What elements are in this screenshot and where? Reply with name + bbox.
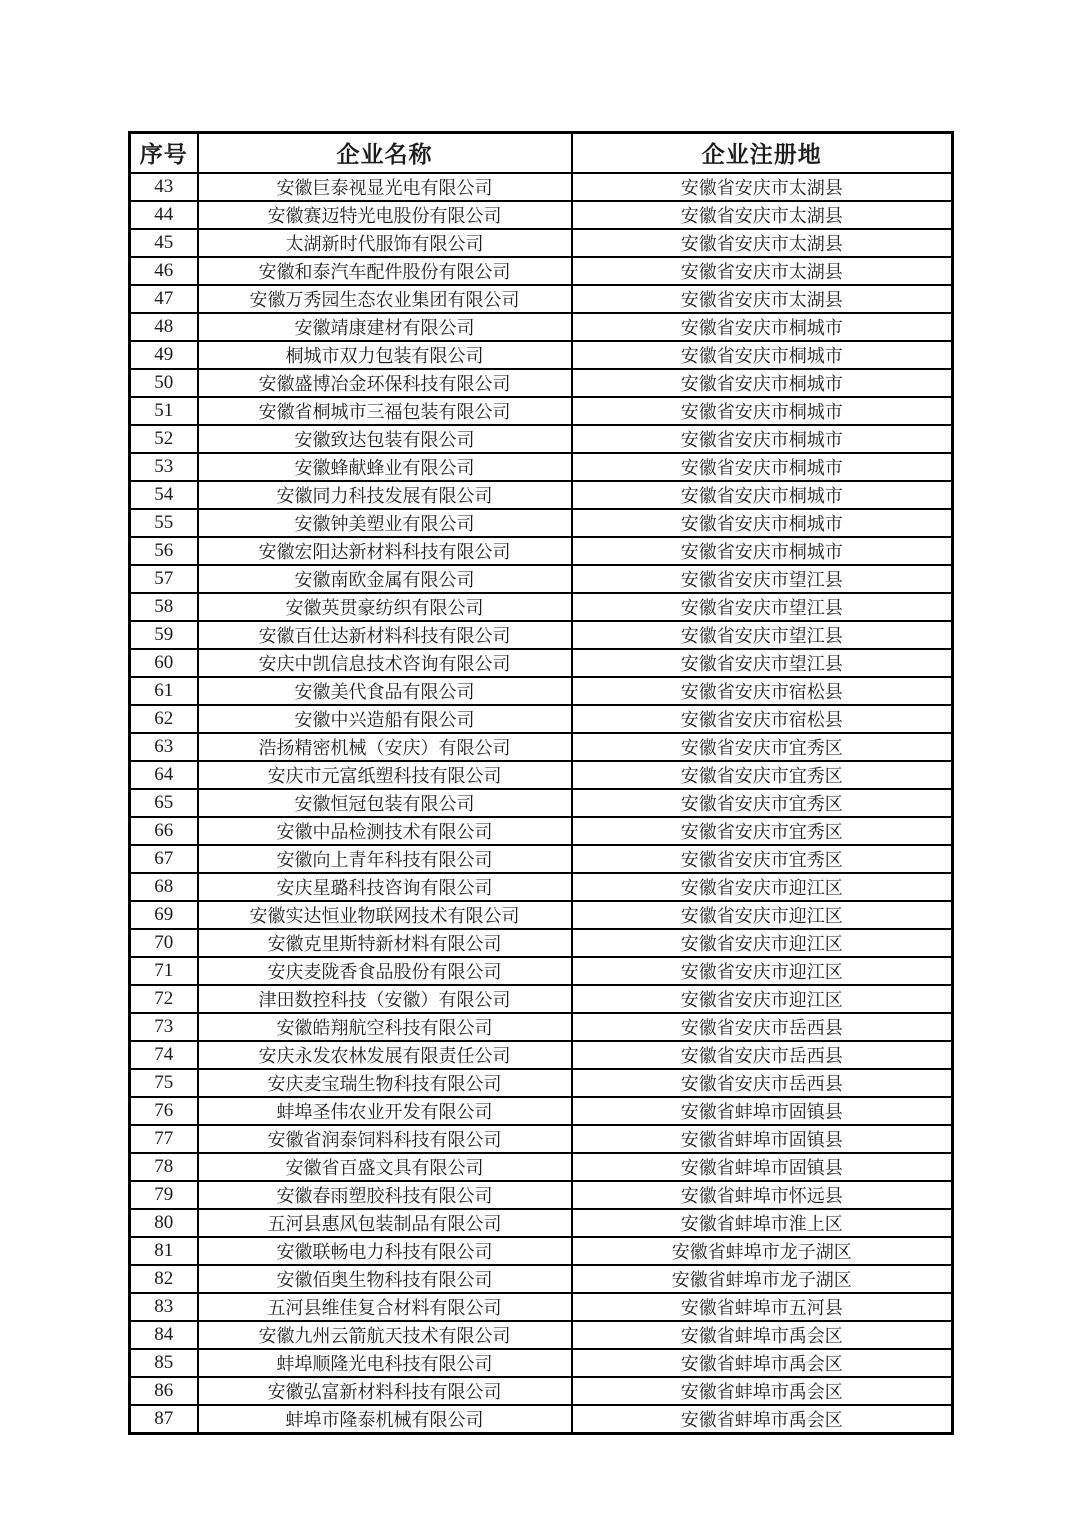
table-body	[130, 173, 953, 1434]
row-serial-number: 67	[130, 845, 198, 873]
table-header	[130, 133, 953, 173]
row-registration-place: 安徽省安庆市桐城市	[572, 397, 953, 425]
row-registration-place: 安徽省蚌埠市龙子湖区	[572, 1265, 953, 1293]
row-registration-place: 安徽省安庆市太湖县	[572, 229, 953, 257]
row-registration-place: 安徽省安庆市太湖县	[572, 285, 953, 313]
table-row	[130, 565, 953, 593]
row-serial-number: 63	[130, 733, 198, 761]
row-serial-number: 49	[130, 341, 198, 369]
table-row	[130, 845, 953, 873]
row-serial-number: 62	[130, 705, 198, 733]
row-registration-place: 安徽省蚌埠市五河县	[572, 1293, 953, 1321]
table-row	[130, 481, 953, 509]
row-registration-place: 安徽省蚌埠市怀远县	[572, 1181, 953, 1209]
table-row	[130, 789, 953, 817]
table-row	[130, 621, 953, 649]
row-company-name: 安徽佰奥生物科技有限公司	[198, 1265, 572, 1293]
table-row	[130, 425, 953, 453]
row-serial-number: 75	[130, 1069, 198, 1097]
table-row	[130, 1125, 953, 1153]
row-serial-number: 68	[130, 873, 198, 901]
row-registration-place: 安徽省安庆市望江县	[572, 593, 953, 621]
row-serial-number: 60	[130, 649, 198, 677]
table-row	[130, 1013, 953, 1041]
row-serial-number: 56	[130, 537, 198, 565]
row-registration-place: 安徽省安庆市桐城市	[572, 313, 953, 341]
row-registration-place: 安徽省安庆市桐城市	[572, 341, 953, 369]
table-row	[130, 957, 953, 985]
table-row	[130, 509, 953, 537]
row-company-name: 安徽巨泰视显光电有限公司	[198, 173, 572, 201]
table-row	[130, 229, 953, 257]
row-registration-place: 安徽省安庆市岳西县	[572, 1069, 953, 1097]
table-row	[130, 1293, 953, 1321]
row-serial-number: 71	[130, 957, 198, 985]
table-row	[130, 677, 953, 705]
row-serial-number: 86	[130, 1377, 198, 1405]
row-serial-number: 80	[130, 1209, 198, 1237]
row-registration-place: 安徽省安庆市桐城市	[572, 481, 953, 509]
row-company-name: 安徽春雨塑胶科技有限公司	[198, 1181, 572, 1209]
row-registration-place: 安徽省蚌埠市禹会区	[572, 1321, 953, 1349]
table-row	[130, 537, 953, 565]
row-serial-number: 79	[130, 1181, 198, 1209]
row-company-name: 安徽中品检测技术有限公司	[198, 817, 572, 845]
table-row	[130, 1405, 953, 1434]
table-row	[130, 1265, 953, 1293]
row-registration-place: 安徽省蚌埠市固镇县	[572, 1097, 953, 1125]
row-registration-place: 安徽省安庆市迎江区	[572, 929, 953, 957]
table-row	[130, 1041, 953, 1069]
row-registration-place: 安徽省安庆市桐城市	[572, 537, 953, 565]
row-serial-number: 82	[130, 1265, 198, 1293]
row-company-name: 安徽同力科技发展有限公司	[198, 481, 572, 509]
row-company-name: 津田数控科技（安徽）有限公司	[198, 985, 572, 1013]
row-serial-number: 57	[130, 565, 198, 593]
row-registration-place: 安徽省蚌埠市禹会区	[572, 1349, 953, 1377]
row-company-name: 安徽致达包装有限公司	[198, 425, 572, 453]
row-company-name: 安徽九州云箭航天技术有限公司	[198, 1321, 572, 1349]
row-registration-place: 安徽省蚌埠市固镇县	[572, 1153, 953, 1181]
table-row	[130, 397, 953, 425]
row-company-name: 安徽钟美塑业有限公司	[198, 509, 572, 537]
row-company-name: 安徽恒冠包装有限公司	[198, 789, 572, 817]
table-row	[130, 817, 953, 845]
table-row	[130, 1349, 953, 1377]
row-serial-number: 70	[130, 929, 198, 957]
row-registration-place: 安徽省安庆市望江县	[572, 649, 953, 677]
table-row	[130, 1377, 953, 1405]
row-registration-place: 安徽省安庆市桐城市	[572, 453, 953, 481]
row-registration-place: 安徽省安庆市桐城市	[572, 509, 953, 537]
row-company-name: 安徽皓翔航空科技有限公司	[198, 1013, 572, 1041]
table-row	[130, 985, 953, 1013]
row-registration-place: 安徽省安庆市太湖县	[572, 173, 953, 201]
row-serial-number: 81	[130, 1237, 198, 1265]
row-serial-number: 48	[130, 313, 198, 341]
row-company-name: 桐城市双力包装有限公司	[198, 341, 572, 369]
table-row	[130, 369, 953, 397]
table-row	[130, 257, 953, 285]
row-registration-place: 安徽省安庆市岳西县	[572, 1013, 953, 1041]
row-company-name: 安徽省桐城市三福包装有限公司	[198, 397, 572, 425]
row-company-name: 安徽和泰汽车配件股份有限公司	[198, 257, 572, 285]
row-company-name: 安徽中兴造船有限公司	[198, 705, 572, 733]
row-serial-number: 51	[130, 397, 198, 425]
header-serial-number: 序号	[130, 133, 198, 173]
row-company-name: 安徽百仕达新材料科技有限公司	[198, 621, 572, 649]
row-serial-number: 74	[130, 1041, 198, 1069]
row-serial-number: 55	[130, 509, 198, 537]
table-row	[130, 313, 953, 341]
row-registration-place: 安徽省安庆市望江县	[572, 565, 953, 593]
row-registration-place: 安徽省安庆市桐城市	[572, 369, 953, 397]
row-serial-number: 59	[130, 621, 198, 649]
row-company-name: 安徽宏阳达新材料科技有限公司	[198, 537, 572, 565]
row-serial-number: 64	[130, 761, 198, 789]
table-row	[130, 201, 953, 229]
row-company-name: 安徽省润泰饲料科技有限公司	[198, 1125, 572, 1153]
row-registration-place: 安徽省安庆市宿松县	[572, 705, 953, 733]
row-registration-place: 安徽省安庆市宜秀区	[572, 845, 953, 873]
table-row	[130, 649, 953, 677]
row-registration-place: 安徽省安庆市宜秀区	[572, 817, 953, 845]
row-serial-number: 58	[130, 593, 198, 621]
table-row	[130, 173, 953, 201]
row-serial-number: 76	[130, 1097, 198, 1125]
row-serial-number: 69	[130, 901, 198, 929]
row-company-name: 安徽克里斯特新材料有限公司	[198, 929, 572, 957]
table-row	[130, 929, 953, 957]
row-registration-place: 安徽省安庆市迎江区	[572, 873, 953, 901]
table-row	[130, 341, 953, 369]
row-registration-place: 安徽省安庆市迎江区	[572, 985, 953, 1013]
row-company-name: 安庆星璐科技咨询有限公司	[198, 873, 572, 901]
row-registration-place: 安徽省安庆市太湖县	[572, 257, 953, 285]
row-registration-place: 安徽省安庆市宜秀区	[572, 789, 953, 817]
row-serial-number: 52	[130, 425, 198, 453]
row-serial-number: 45	[130, 229, 198, 257]
row-registration-place: 安徽省蚌埠市淮上区	[572, 1209, 953, 1237]
row-company-name: 蚌埠顺隆光电科技有限公司	[198, 1349, 572, 1377]
row-company-name: 安庆中凯信息技术咨询有限公司	[198, 649, 572, 677]
row-company-name: 五河县维佳复合材料有限公司	[198, 1293, 572, 1321]
row-company-name: 安徽英贯豪纺织有限公司	[198, 593, 572, 621]
header-company-name: 企业名称	[198, 133, 572, 173]
row-company-name: 蚌埠市隆泰机械有限公司	[198, 1405, 572, 1434]
row-registration-place: 安徽省安庆市迎江区	[572, 957, 953, 985]
row-company-name: 安徽弘富新材料科技有限公司	[198, 1377, 572, 1405]
row-serial-number: 85	[130, 1349, 198, 1377]
row-company-name: 安庆麦宝瑞生物科技有限公司	[198, 1069, 572, 1097]
row-registration-place: 安徽省安庆市望江县	[572, 621, 953, 649]
row-company-name: 安庆市元富纸塑科技有限公司	[198, 761, 572, 789]
table-row	[130, 901, 953, 929]
table-row	[130, 733, 953, 761]
table-row	[130, 873, 953, 901]
row-serial-number: 43	[130, 173, 198, 201]
row-registration-place: 安徽省安庆市迎江区	[572, 901, 953, 929]
row-company-name: 安庆麦陇香食品股份有限公司	[198, 957, 572, 985]
table-row	[130, 1321, 953, 1349]
row-registration-place: 安徽省蚌埠市禹会区	[572, 1405, 953, 1434]
row-company-name: 太湖新时代服饰有限公司	[198, 229, 572, 257]
row-registration-place: 安徽省安庆市宜秀区	[572, 761, 953, 789]
row-company-name: 浩扬精密机械（安庆）有限公司	[198, 733, 572, 761]
row-serial-number: 78	[130, 1153, 198, 1181]
row-company-name: 安徽实达恒业物联网技术有限公司	[198, 901, 572, 929]
row-registration-place: 安徽省安庆市岳西县	[572, 1041, 953, 1069]
row-registration-place: 安徽省安庆市宜秀区	[572, 733, 953, 761]
row-serial-number: 84	[130, 1321, 198, 1349]
row-company-name: 蚌埠圣伟农业开发有限公司	[198, 1097, 572, 1125]
row-serial-number: 87	[130, 1405, 198, 1434]
row-registration-place: 安徽省安庆市桐城市	[572, 425, 953, 453]
table-row	[130, 285, 953, 313]
row-serial-number: 44	[130, 201, 198, 229]
table-row	[130, 1097, 953, 1125]
row-registration-place: 安徽省安庆市太湖县	[572, 201, 953, 229]
row-company-name: 安徽美代食品有限公司	[198, 677, 572, 705]
company-table	[128, 131, 954, 1435]
row-company-name: 安徽联畅电力科技有限公司	[198, 1237, 572, 1265]
row-serial-number: 66	[130, 817, 198, 845]
row-company-name: 安徽赛迈特光电股份有限公司	[198, 201, 572, 229]
row-serial-number: 73	[130, 1013, 198, 1041]
table-row	[130, 593, 953, 621]
row-serial-number: 53	[130, 453, 198, 481]
row-company-name: 安徽万秀园生态农业集团有限公司	[198, 285, 572, 313]
row-serial-number: 54	[130, 481, 198, 509]
row-company-name: 安庆永发农林发展有限责任公司	[198, 1041, 572, 1069]
row-registration-place: 安徽省蚌埠市固镇县	[572, 1125, 953, 1153]
row-serial-number: 46	[130, 257, 198, 285]
row-company-name: 安徽蜂献蜂业有限公司	[198, 453, 572, 481]
table-row	[130, 1209, 953, 1237]
row-registration-place: 安徽省蚌埠市禹会区	[572, 1377, 953, 1405]
row-serial-number: 47	[130, 285, 198, 313]
row-company-name: 五河县惠风包装制品有限公司	[198, 1209, 572, 1237]
row-registration-place: 安徽省蚌埠市龙子湖区	[572, 1237, 953, 1265]
header-registration-place: 企业注册地	[572, 133, 953, 173]
table-row	[130, 1237, 953, 1265]
table-row	[130, 453, 953, 481]
row-serial-number: 50	[130, 369, 198, 397]
row-serial-number: 83	[130, 1293, 198, 1321]
row-company-name: 安徽向上青年科技有限公司	[198, 845, 572, 873]
table-row	[130, 761, 953, 789]
row-company-name: 安徽靖康建材有限公司	[198, 313, 572, 341]
table-row	[130, 705, 953, 733]
row-registration-place: 安徽省安庆市宿松县	[572, 677, 953, 705]
row-serial-number: 65	[130, 789, 198, 817]
row-serial-number: 72	[130, 985, 198, 1013]
table-row	[130, 1069, 953, 1097]
row-serial-number: 61	[130, 677, 198, 705]
row-company-name: 安徽盛博冶金环保科技有限公司	[198, 369, 572, 397]
table-row	[130, 1153, 953, 1181]
row-company-name: 安徽南欧金属有限公司	[198, 565, 572, 593]
row-company-name: 安徽省百盛文具有限公司	[198, 1153, 572, 1181]
table-row	[130, 1181, 953, 1209]
row-serial-number: 77	[130, 1125, 198, 1153]
